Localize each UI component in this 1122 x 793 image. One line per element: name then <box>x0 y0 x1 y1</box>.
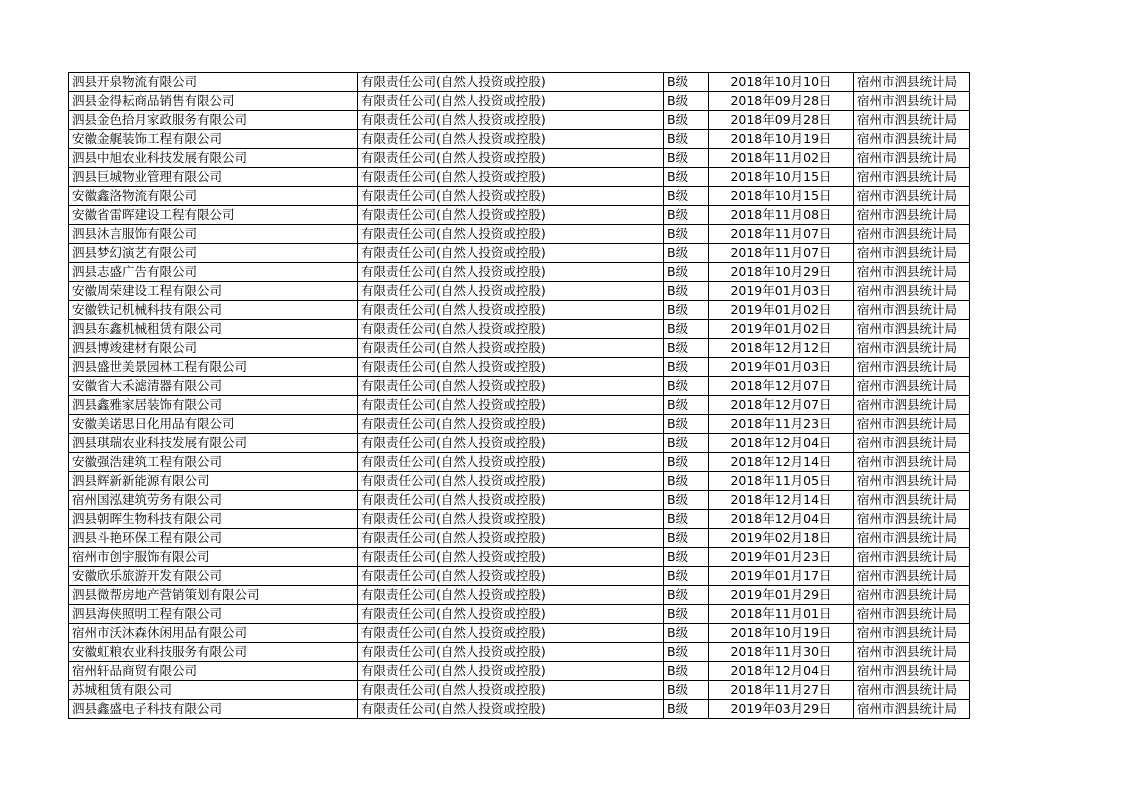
company-type-cell: 有限责任公司(自然人投资或控股) <box>358 415 664 434</box>
table-row <box>69 643 970 662</box>
issuing-authority-cell: 宿州市泗县统计局 <box>854 225 970 244</box>
company-name-cell: 安徽省雷晖建设工程有限公司 <box>69 206 358 225</box>
company-type-cell: 有限责任公司(自然人投资或控股) <box>358 358 664 377</box>
table-row <box>69 700 970 719</box>
table-row <box>69 510 970 529</box>
table-row <box>69 358 970 377</box>
table-row <box>69 282 970 301</box>
issuing-authority-cell: 宿州市泗县统计局 <box>854 111 970 130</box>
table-row <box>69 149 970 168</box>
issuing-authority-cell: 宿州市泗县统计局 <box>854 244 970 263</box>
credit-grade-cell: B级 <box>664 111 709 130</box>
credit-grade-cell: B级 <box>664 491 709 510</box>
company-name-cell: 苏城租赁有限公司 <box>69 681 358 700</box>
rating-date-cell: 2018年11月08日 <box>709 206 854 225</box>
company-type-cell: 有限责任公司(自然人投资或控股) <box>358 244 664 263</box>
company-type-cell: 有限责任公司(自然人投资或控股) <box>358 168 664 187</box>
issuing-authority-cell: 宿州市泗县统计局 <box>854 681 970 700</box>
rating-date-cell: 2019年01月29日 <box>709 586 854 605</box>
company-name-cell: 泗县巨城物业管理有限公司 <box>69 168 358 187</box>
rating-date-cell: 2018年12月04日 <box>709 434 854 453</box>
credit-grade-cell: B级 <box>664 396 709 415</box>
table-row <box>69 92 970 111</box>
company-name-cell: 泗县金得耘商品销售有限公司 <box>69 92 358 111</box>
table-row <box>69 130 970 149</box>
issuing-authority-cell: 宿州市泗县统计局 <box>854 263 970 282</box>
credit-grade-cell: B级 <box>664 301 709 320</box>
issuing-authority-cell: 宿州市泗县统计局 <box>854 472 970 491</box>
company-name-cell: 安徽周荣建设工程有限公司 <box>69 282 358 301</box>
company-name-cell: 安徽强浩建筑工程有限公司 <box>69 453 358 472</box>
table-row <box>69 339 970 358</box>
company-name-cell: 宿州轩品商贸有限公司 <box>69 662 358 681</box>
credit-grade-cell: B级 <box>664 643 709 662</box>
company-type-cell: 有限责任公司(自然人投资或控股) <box>358 301 664 320</box>
credit-grade-cell: B级 <box>664 187 709 206</box>
company-type-cell: 有限责任公司(自然人投资或控股) <box>358 396 664 415</box>
company-type-cell: 有限责任公司(自然人投资或控股) <box>358 111 664 130</box>
company-type-cell: 有限责任公司(自然人投资或控股) <box>358 643 664 662</box>
issuing-authority-cell: 宿州市泗县统计局 <box>854 206 970 225</box>
company-type-cell: 有限责任公司(自然人投资或控股) <box>358 206 664 225</box>
rating-date-cell: 2019年01月03日 <box>709 282 854 301</box>
credit-grade-cell: B级 <box>664 377 709 396</box>
rating-date-cell: 2018年12月14日 <box>709 453 854 472</box>
table-row <box>69 301 970 320</box>
rating-date-cell: 2019年01月02日 <box>709 301 854 320</box>
company-type-cell: 有限责任公司(自然人投资或控股) <box>358 491 664 510</box>
company-type-cell: 有限责任公司(自然人投资或控股) <box>358 320 664 339</box>
table-row <box>69 453 970 472</box>
company-name-cell: 泗县东鑫机械租赁有限公司 <box>69 320 358 339</box>
rating-date-cell: 2018年11月07日 <box>709 225 854 244</box>
table-row <box>69 605 970 624</box>
table-row <box>69 586 970 605</box>
issuing-authority-cell: 宿州市泗县统计局 <box>854 358 970 377</box>
credit-grade-cell: B级 <box>664 472 709 491</box>
table-row <box>69 548 970 567</box>
table-row <box>69 624 970 643</box>
credit-grade-cell: B级 <box>664 415 709 434</box>
company-name-cell: 泗县志盛广告有限公司 <box>69 263 358 282</box>
rating-date-cell: 2019年03月29日 <box>709 700 854 719</box>
table-row <box>69 434 970 453</box>
company-name-cell: 宿州市沃沐森休闲用品有限公司 <box>69 624 358 643</box>
rating-date-cell: 2018年11月30日 <box>709 643 854 662</box>
rating-date-cell: 2018年11月07日 <box>709 244 854 263</box>
table-row <box>69 263 970 282</box>
rating-date-cell: 2018年10月15日 <box>709 187 854 206</box>
company-name-cell: 泗县开泉物流有限公司 <box>69 73 358 92</box>
rating-date-cell: 2019年01月23日 <box>709 548 854 567</box>
company-name-cell: 泗县微帮房地产营销策划有限公司 <box>69 586 358 605</box>
issuing-authority-cell: 宿州市泗县统计局 <box>854 700 970 719</box>
rating-date-cell: 2018年10月29日 <box>709 263 854 282</box>
credit-grade-cell: B级 <box>664 586 709 605</box>
company-name-cell: 泗县沐言服饰有限公司 <box>69 225 358 244</box>
company-type-cell: 有限责任公司(自然人投资或控股) <box>358 529 664 548</box>
rating-date-cell: 2018年10月19日 <box>709 130 854 149</box>
credit-grade-cell: B级 <box>664 529 709 548</box>
table-row <box>69 472 970 491</box>
issuing-authority-cell: 宿州市泗县统计局 <box>854 586 970 605</box>
company-name-cell: 安徽省大禾滤清器有限公司 <box>69 377 358 396</box>
company-name-cell: 安徽欣乐旅游开发有限公司 <box>69 567 358 586</box>
issuing-authority-cell: 宿州市泗县统计局 <box>854 92 970 111</box>
company-type-cell: 有限责任公司(自然人投资或控股) <box>358 434 664 453</box>
issuing-authority-cell: 宿州市泗县统计局 <box>854 168 970 187</box>
issuing-authority-cell: 宿州市泗县统计局 <box>854 548 970 567</box>
credit-grade-cell: B级 <box>664 92 709 111</box>
table-row <box>69 662 970 681</box>
credit-grade-cell: B级 <box>664 149 709 168</box>
credit-grade-cell: B级 <box>664 434 709 453</box>
table-row <box>69 396 970 415</box>
company-type-cell: 有限责任公司(自然人投资或控股) <box>358 339 664 358</box>
credit-grade-cell: B级 <box>664 662 709 681</box>
rating-date-cell: 2018年11月23日 <box>709 415 854 434</box>
company-name-cell: 泗县鑫雅家居装饰有限公司 <box>69 396 358 415</box>
table-row <box>69 168 970 187</box>
rating-date-cell: 2019年01月03日 <box>709 358 854 377</box>
company-type-cell: 有限责任公司(自然人投资或控股) <box>358 282 664 301</box>
rating-date-cell: 2018年12月14日 <box>709 491 854 510</box>
company-name-cell: 安徽虹粮农业科技服务有限公司 <box>69 643 358 662</box>
rating-date-cell: 2018年12月04日 <box>709 510 854 529</box>
issuing-authority-cell: 宿州市泗县统计局 <box>854 149 970 168</box>
credit-grade-cell: B级 <box>664 168 709 187</box>
company-type-cell: 有限责任公司(自然人投资或控股) <box>358 225 664 244</box>
table-row <box>69 681 970 700</box>
rating-date-cell: 2018年12月04日 <box>709 662 854 681</box>
company-name-cell: 泗县斗艳环保工程有限公司 <box>69 529 358 548</box>
rating-date-cell: 2018年11月05日 <box>709 472 854 491</box>
company-name-cell: 泗县朝晖生物科技有限公司 <box>69 510 358 529</box>
company-type-cell: 有限责任公司(自然人投资或控股) <box>358 624 664 643</box>
table-row <box>69 206 970 225</box>
issuing-authority-cell: 宿州市泗县统计局 <box>854 339 970 358</box>
company-type-cell: 有限责任公司(自然人投资或控股) <box>358 605 664 624</box>
table-row <box>69 244 970 263</box>
rating-date-cell: 2018年09月28日 <box>709 92 854 111</box>
table-row <box>69 187 970 206</box>
credit-grade-cell: B级 <box>664 225 709 244</box>
table-row <box>69 567 970 586</box>
credit-grade-cell: B级 <box>664 73 709 92</box>
issuing-authority-cell: 宿州市泗县统计局 <box>854 529 970 548</box>
credit-grade-cell: B级 <box>664 605 709 624</box>
rating-date-cell: 2018年11月01日 <box>709 605 854 624</box>
rating-date-cell: 2018年09月28日 <box>709 111 854 130</box>
company-name-cell: 泗县鑫盛电子科技有限公司 <box>69 700 358 719</box>
rating-date-cell: 2018年11月02日 <box>709 149 854 168</box>
company-name-cell: 泗县金色拾月家政服务有限公司 <box>69 111 358 130</box>
rating-date-cell: 2018年11月27日 <box>709 681 854 700</box>
issuing-authority-cell: 宿州市泗县统计局 <box>854 301 970 320</box>
company-type-cell: 有限责任公司(自然人投资或控股) <box>358 681 664 700</box>
issuing-authority-cell: 宿州市泗县统计局 <box>854 624 970 643</box>
issuing-authority-cell: 宿州市泗县统计局 <box>854 130 970 149</box>
company-name-cell: 宿州国泓建筑劳务有限公司 <box>69 491 358 510</box>
issuing-authority-cell: 宿州市泗县统计局 <box>854 187 970 206</box>
company-name-cell: 安徽鑫洛物流有限公司 <box>69 187 358 206</box>
company-type-cell: 有限责任公司(自然人投资或控股) <box>358 586 664 605</box>
company-type-cell: 有限责任公司(自然人投资或控股) <box>358 662 664 681</box>
table-row <box>69 377 970 396</box>
company-type-cell: 有限责任公司(自然人投资或控股) <box>358 548 664 567</box>
company-type-cell: 有限责任公司(自然人投资或控股) <box>358 700 664 719</box>
rating-date-cell: 2019年01月02日 <box>709 320 854 339</box>
credit-grade-cell: B级 <box>664 453 709 472</box>
company-type-cell: 有限责任公司(自然人投资或控股) <box>358 130 664 149</box>
credit-grade-cell: B级 <box>664 130 709 149</box>
company-type-cell: 有限责任公司(自然人投资或控股) <box>358 453 664 472</box>
company-type-cell: 有限责任公司(自然人投资或控股) <box>358 263 664 282</box>
credit-grade-cell: B级 <box>664 358 709 377</box>
company-name-cell: 泗县博竣建材有限公司 <box>69 339 358 358</box>
table-row <box>69 529 970 548</box>
credit-grade-cell: B级 <box>664 339 709 358</box>
rating-date-cell: 2018年12月07日 <box>709 396 854 415</box>
issuing-authority-cell: 宿州市泗县统计局 <box>854 377 970 396</box>
issuing-authority-cell: 宿州市泗县统计局 <box>854 415 970 434</box>
company-rating-table <box>68 72 970 719</box>
company-name-cell: 安徽美诺思日化用品有限公司 <box>69 415 358 434</box>
company-name-cell: 安徽铁记机械科技有限公司 <box>69 301 358 320</box>
company-name-cell: 泗县梦幻演艺有限公司 <box>69 244 358 263</box>
company-type-cell: 有限责任公司(自然人投资或控股) <box>358 377 664 396</box>
table-row <box>69 415 970 434</box>
table-row <box>69 491 970 510</box>
issuing-authority-cell: 宿州市泗县统计局 <box>854 491 970 510</box>
rating-date-cell: 2018年12月12日 <box>709 339 854 358</box>
rating-date-cell: 2018年12月07日 <box>709 377 854 396</box>
table-row <box>69 225 970 244</box>
issuing-authority-cell: 宿州市泗县统计局 <box>854 510 970 529</box>
credit-grade-cell: B级 <box>664 510 709 529</box>
credit-grade-cell: B级 <box>664 244 709 263</box>
credit-grade-cell: B级 <box>664 206 709 225</box>
company-name-cell: 泗县海侠照明工程有限公司 <box>69 605 358 624</box>
company-type-cell: 有限责任公司(自然人投资或控股) <box>358 73 664 92</box>
rating-date-cell: 2018年10月15日 <box>709 168 854 187</box>
issuing-authority-cell: 宿州市泗县统计局 <box>854 453 970 472</box>
credit-grade-cell: B级 <box>664 548 709 567</box>
table-row <box>69 111 970 130</box>
issuing-authority-cell: 宿州市泗县统计局 <box>854 643 970 662</box>
issuing-authority-cell: 宿州市泗县统计局 <box>854 567 970 586</box>
credit-grade-cell: B级 <box>664 624 709 643</box>
issuing-authority-cell: 宿州市泗县统计局 <box>854 605 970 624</box>
company-name-cell: 泗县琪瑞农业科技发展有限公司 <box>69 434 358 453</box>
company-type-cell: 有限责任公司(自然人投资或控股) <box>358 567 664 586</box>
issuing-authority-cell: 宿州市泗县统计局 <box>854 434 970 453</box>
credit-grade-cell: B级 <box>664 282 709 301</box>
credit-grade-cell: B级 <box>664 681 709 700</box>
rating-date-cell: 2018年10月10日 <box>709 73 854 92</box>
company-name-cell: 泗县盛世美景园林工程有限公司 <box>69 358 358 377</box>
issuing-authority-cell: 宿州市泗县统计局 <box>854 73 970 92</box>
table-row <box>69 320 970 339</box>
rating-date-cell: 2018年10月19日 <box>709 624 854 643</box>
company-type-cell: 有限责任公司(自然人投资或控股) <box>358 92 664 111</box>
company-type-cell: 有限责任公司(自然人投资或控股) <box>358 149 664 168</box>
issuing-authority-cell: 宿州市泗县统计局 <box>854 282 970 301</box>
company-type-cell: 有限责任公司(自然人投资或控股) <box>358 472 664 491</box>
company-name-cell: 泗县辉新新能源有限公司 <box>69 472 358 491</box>
credit-grade-cell: B级 <box>664 567 709 586</box>
rating-date-cell: 2019年02月18日 <box>709 529 854 548</box>
credit-grade-cell: B级 <box>664 263 709 282</box>
credit-grade-cell: B级 <box>664 320 709 339</box>
company-name-cell: 安徽金艉装饰工程有限公司 <box>69 130 358 149</box>
issuing-authority-cell: 宿州市泗县统计局 <box>854 396 970 415</box>
company-type-cell: 有限责任公司(自然人投资或控股) <box>358 510 664 529</box>
rating-date-cell: 2019年01月17日 <box>709 567 854 586</box>
table-row <box>69 73 970 92</box>
issuing-authority-cell: 宿州市泗县统计局 <box>854 662 970 681</box>
table-body <box>69 73 970 719</box>
company-name-cell: 泗县中旭农业科技发展有限公司 <box>69 149 358 168</box>
company-type-cell: 有限责任公司(自然人投资或控股) <box>358 187 664 206</box>
company-name-cell: 宿州市创宇服饰有限公司 <box>69 548 358 567</box>
issuing-authority-cell: 宿州市泗县统计局 <box>854 320 970 339</box>
credit-grade-cell: B级 <box>664 700 709 719</box>
